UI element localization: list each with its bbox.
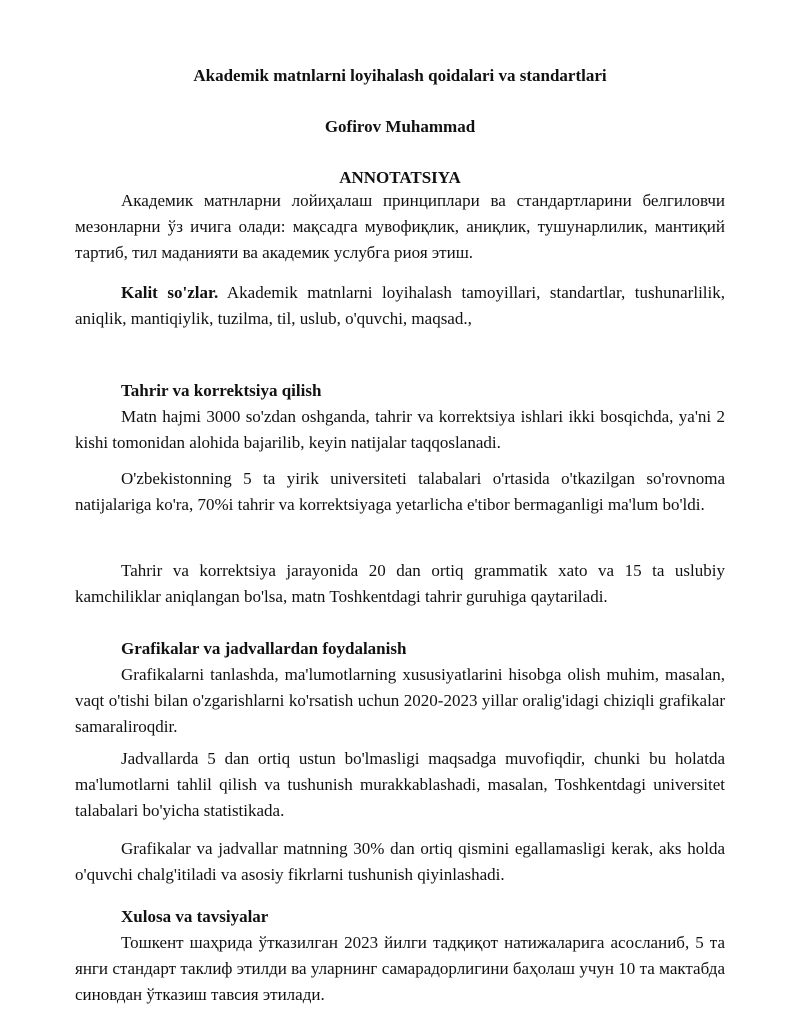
author-name: Gofirov Muhammad bbox=[324, 117, 476, 136]
keywords-text: Akademik matnlarni loyihalash tamoyillari, standartlar, tushunarlilik, aniqlik, mantiqiylik, tuzilma, til, uslub, o'quvchi, maqsad., bbox=[75, 283, 725, 328]
annotation-heading: ANNOTATSIYA bbox=[339, 168, 461, 187]
section-graphics-p3 bbox=[75, 836, 725, 888]
keywords-paragraph bbox=[75, 280, 725, 332]
section-heading: Xulosa va tavsiyalar bbox=[121, 907, 269, 926]
section-heading: Grafikalar va jadvallardan foydalanish bbox=[121, 639, 407, 658]
section-editing-p2 bbox=[75, 466, 725, 518]
keywords-block bbox=[75, 280, 725, 332]
section-graphics-p2 bbox=[75, 746, 725, 824]
paragraph: Тошкент шаҳрида ўтказилган 2023 йилги тадқиқот натижаларига асосланиб, 5 та янги стандарт таклиф этилди ва уларнинг самарадорлигини баҳолаш учун 10 та мактабда синовдан ўтказиш тавсия этилади. bbox=[75, 933, 725, 1004]
paragraph: Grafikalar va jadvallar matnning 30% dan ortiq qismini egallamasligi kerak, aks holda o'quvchi chalg'itiladi va asosiy fikrlarni tushunish qiyinlashadi. bbox=[75, 839, 725, 884]
paragraph: Tahrir va korrektsiya jarayonida 20 dan ortiq grammatik xato va 15 ta uslubiy kamchiliklar aniqlangan bo'lsa, matn Toshkentdagi tahrir guruhiga qaytariladi. bbox=[75, 561, 725, 606]
section-editing bbox=[75, 378, 725, 456]
document-title: Akademik matnlarni loyihalash qoidalari va standartlari bbox=[193, 66, 607, 85]
section-conclusion bbox=[75, 904, 725, 1008]
annotation-block bbox=[75, 188, 725, 266]
paragraph: O'zbekistonning 5 ta yirik universiteti talabalari o'rtasida o'tkazilgan so'rovnoma natijalariga ko'ra, 70%i tahrir va korrektsiyaga yetarlicha e'tibor bermaganligi ma'lum bo'ldi. bbox=[75, 469, 725, 514]
section-heading: Tahrir va korrektsiya qilish bbox=[121, 381, 322, 400]
keywords-label: Kalit so'zlar. bbox=[121, 283, 219, 302]
section-graphics bbox=[75, 636, 725, 740]
section-editing-p3 bbox=[75, 558, 725, 610]
paragraph: Matn hajmi 3000 so'zdan oshganda, tahrir va korrektsiya ishlari ikki bosqichda, ya'ni 2 kishi tomonidan alohida bajarilib, keyin natijalar taqqoslanadi. bbox=[75, 407, 725, 452]
annotation-text: Академик матнларни лойиҳалаш принциплари ва стандартларини белгиловчи мезонларни ўз ичига олади: мақсадга мувофиқлик, аниқлик, тушунарлилик, мантиқий тартиб, тил маданияти ва академик услубга риоя этиш. bbox=[75, 191, 725, 262]
paragraph: Grafikalarni tanlashda, ma'lumotlarning xususiyatlarini hisobga olish muhim, masalan, vaqt o'tishi bilan o'zgarishlarni ko'rsatish uchun 2020-2023 yillar oralig'idagi chiziqli grafikalar samaraliroqdir. bbox=[75, 665, 725, 736]
paragraph: Jadvallarda 5 dan ortiq ustun bo'lmasligi maqsadga muvofiqdir, chunki bu holatda ma'lumotlarni tahlil qilish va tushunish murakkablashadi, masalan, Toshkentdagi universitet talabalari bo'yicha statistikada. bbox=[75, 749, 725, 820]
